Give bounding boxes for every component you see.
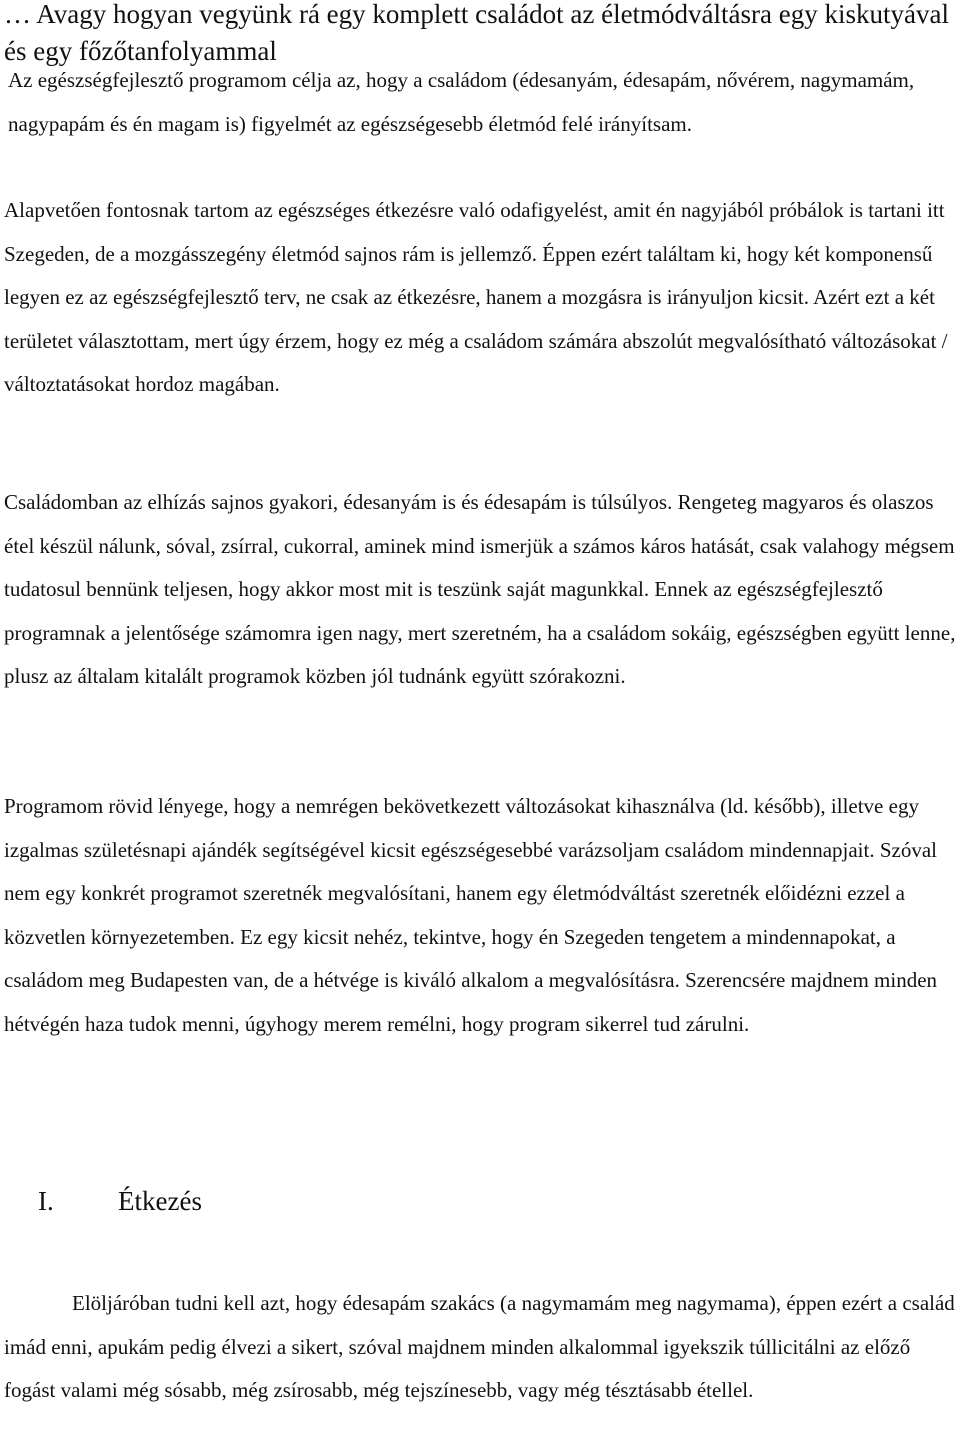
paragraph-intro: Az egészségfejlesztő programom célja az, hogy a családom (édesanyám, édesapám, nővérem, nagymamám, nagypapám és én magam is) figyelmét az egészségesebb életmód felé irányítsam. [8,68,915,136]
paragraph-eloljaroban: Elöljáróban tudni kell azt, hogy édesapám szakács (a nagymamám meg nagymama), éppen ezért a család imád enni, apukám pedig élvezi a sikert, szóval majdnem minden alkalommal igyekszik túllicitálni az előző fogást valami még sósabb, még zsírosabb, még tejszínesebb, vagy még tésztásabb étellel. [4,1291,955,1403]
paragraph-csaladomban: Családomban az elhízás sajnos gyakori, édesanyám is és édesapám is túlsúlyos. Rengeteg magyaros és olaszos étel készül nálunk, sóval, zsírral, cukorral, aminek mind ismerjük a számos káros hatását, csak valahogy mégsem tudatosul bennünk teljesen, hogy akkor most mit is teszünk saját magunkkal. Ennek az egészségfejlesztő programnak a jelentősége számomra igen nagy, mert szeretném, ha a családom sokáig, egészségben együtt lenne, plusz az általam kitalált programok közben jól tudnánk együtt szórakozni. [4,490,956,689]
paragraph-programom: Programom rövid lényege, hogy a nemrégen bekövetkezett változásokat kihasználva (ld. később), illetve egy izgalmas születésnapi ajándék segítségével kicsit egészségesebbé varázsoljam családom mindennapjait. Szóval nem egy konkrét programot szeretnék megvalósítani, hanem egy életmódváltást szeretnék előidézni ezzel a közvetlen környezetemben. Ez egy kicsit nehéz, tekintve, hogy én Szegeden tengetem a mindennapokat, a családom meg Budapesten van, de a hétvége is kiváló alkalom a megvalósításra. Szerencsére majdnem minden hétvégén haza tudok menni, úgyhogy merem remélni, hogy program sikerrel tud zárulni. [4,794,938,1036]
section-heading [38,1181,202,1221]
document-title: … Avagy hogyan vegyünk rá egy komplett családot az életmódváltásra egy kiskutyával és egy főzőtanfolyammal [4,0,949,66]
paragraph-alapvetoen: Alapvetően fontosnak tartom az egészséges étkezésre való odafigyelést, amit én nagyjából próbálok is tartani itt Szegeden, de a mozgásszegény életmód sajnos rám is jellemző. Éppen ezért találtam ki, hogy két komponensű legyen ez az egészségfejlesztő terv, ne csak az étkezésre, hanem a mozgásra is irányuljon kicsit. Azért ezt a két területet választottam, mert úgy érzem, hogy ez még a családom számára abszolút megvalósítható változásokat / változtatásokat hordoz magában. [4,198,948,397]
section-title: Étkezés [118,1186,202,1216]
section-number: I. [38,1186,54,1216]
